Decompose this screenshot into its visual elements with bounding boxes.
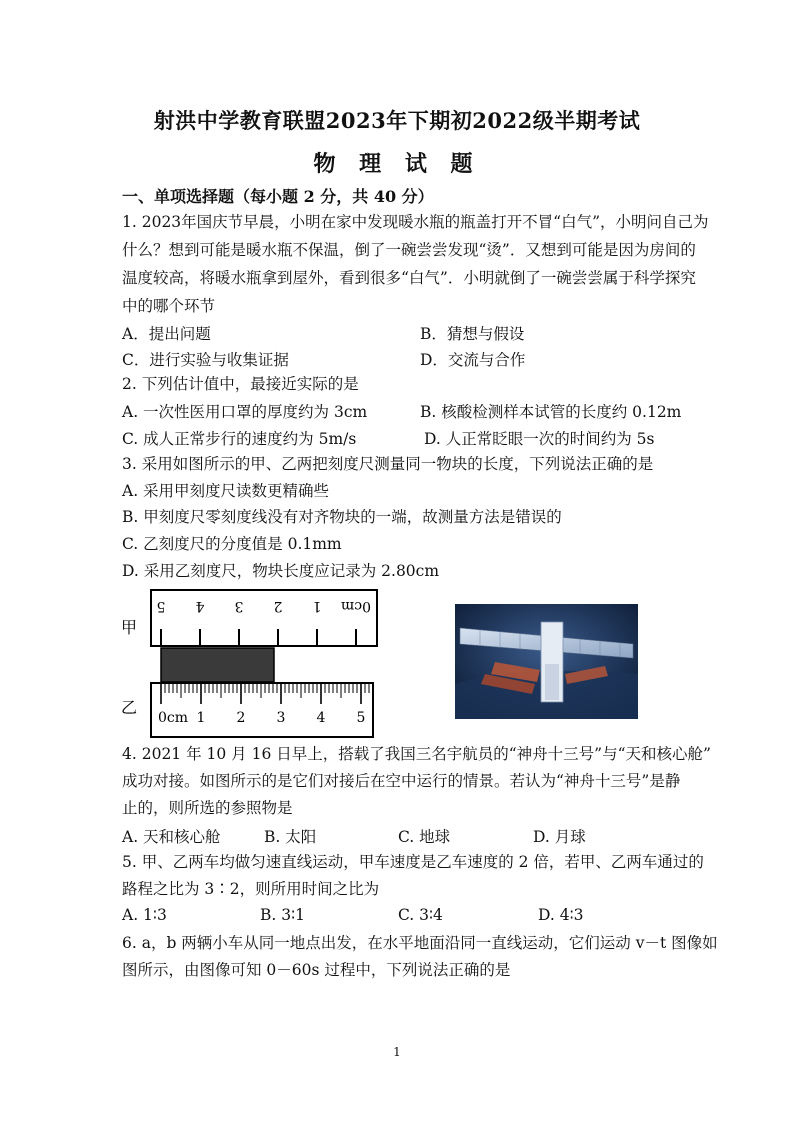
q6-line-1: 6. a，b 两辆小车从同一地点出发，在水平地面沿同一直线运动，它们运动 v－t 图像如 [122, 934, 718, 952]
ruler-a-label: 甲 [121, 618, 138, 637]
q5-option-a: A. 1∶3 [122, 906, 167, 924]
ruler-b-number: 0cm [157, 710, 189, 726]
q5-option-c: C. 3∶4 [398, 906, 443, 924]
ruler-b-label: 乙 [121, 698, 138, 717]
q6-line-2: 图所示，由图像可知 0－60s 过程中，下列说法正确的是 [122, 961, 511, 979]
page-number: 1 [393, 1045, 401, 1059]
ruler-a-number: 5 [156, 598, 166, 614]
q5-line-2: 路程之比为 3∶2，则所用时间之比为 [122, 880, 380, 898]
ruler-a-number: 0cm [340, 598, 372, 614]
space-station-photo [455, 604, 638, 719]
q5-option-b: B. 3∶1 [260, 906, 306, 924]
q1-option-d: D．交流与合作 [420, 351, 526, 369]
ruler-a-number: 4 [195, 598, 205, 614]
exam-title: 射洪中学教育联盟2023年下期初2022级半期考试 [153, 108, 641, 133]
q1-line-1: 1. 2023年国庆节早晨，小明在家中发现暖水瓶的瓶盖打开不冒“白气”，小明问自己为 [122, 213, 709, 231]
object-block [161, 648, 274, 682]
q5-option-d: D. 4∶3 [538, 906, 584, 924]
q3-option-b: B. 甲刻度尺零刻度线没有对齐物块的一端，故测量方法是错误的 [122, 508, 562, 526]
ruler-b-number: 1 [196, 710, 206, 726]
q2-option-d: D. 人正常眨眼一次的时间约为 5s [424, 430, 655, 448]
q2-stem: 2. 下列估计值中，最接近实际的是 [122, 375, 359, 393]
q1-line-3: 温度较高，将暖水瓶拿到屋外，看到很多“白气”．小明就倒了一碗尝尝属于科学探究 [122, 269, 696, 287]
q2-option-b: B. 核酸检测样本试管的长度约 0.12m [420, 403, 682, 421]
q3-option-a: A. 采用甲刻度尺读数更精确些 [122, 482, 330, 500]
q1-option-a: A．提出问题 [122, 325, 211, 343]
q3-option-c: C. 乙刻度尺的分度值是 0.1mm [122, 535, 342, 553]
q3-option-d: D. 采用乙刻度尺，物块长度应记录为 2.80cm [122, 562, 440, 580]
section-heading: 一、单项选择题（每小题 2 分，共 40 分） [122, 187, 434, 206]
exam-subtitle: 物 理 试 题 [313, 151, 481, 177]
ruler-b-number: 2 [236, 710, 246, 726]
ruler-a-number: 2 [273, 598, 283, 614]
q4-line-2: 成功对接。如图所示的是它们对接后在空中运行的情景。若认为“神舟十三号”是静 [122, 772, 681, 790]
q5-line-1: 5. 甲、乙两车均做匀速直线运动，甲车速度是乙车速度的 2 倍，若甲、乙两车通过的 [122, 853, 704, 871]
ruler-a-number: 3 [234, 598, 244, 614]
ruler-b-number: 5 [356, 710, 366, 726]
q4-option-b: B. 太阳 [264, 828, 317, 846]
q4-option-c: C. 地球 [398, 828, 451, 846]
q3-stem: 3. 采用如图所示的甲、乙两把刻度尺测量同一物块的长度，下列说法正确的是 [122, 455, 654, 473]
q2-option-c: C. 成人正常步行的速度约为 5m/s [122, 430, 357, 448]
q1-option-c: C．进行实验与收集证据 [122, 351, 289, 369]
ruler-figure [118, 585, 383, 745]
q2-option-a: A. 一次性医用口罩的厚度约为 3cm [122, 403, 368, 421]
q1-line-2: 什么？想到可能是暖水瓶不保温，倒了一碗尝尝发现“烫”．又想到可能是因为房间的 [122, 241, 696, 259]
ruler-a-number: 1 [312, 598, 322, 614]
ruler-b-number: 4 [316, 710, 326, 726]
q1-option-b: B．猜想与假设 [420, 325, 525, 343]
q1-line-4: 中的哪个环节 [122, 297, 216, 315]
ruler-b-number: 3 [276, 710, 286, 726]
q4-line-1: 4. 2021 年 10 月 16 日早上，搭载了我国三名宇航员的“神舟十三号”与“天和核心舱” [122, 745, 711, 763]
q4-option-a: A. 天和核心舱 [122, 828, 221, 846]
q4-option-d: D. 月球 [533, 828, 586, 846]
q4-line-3: 止的，则所选的参照物是 [122, 799, 293, 817]
